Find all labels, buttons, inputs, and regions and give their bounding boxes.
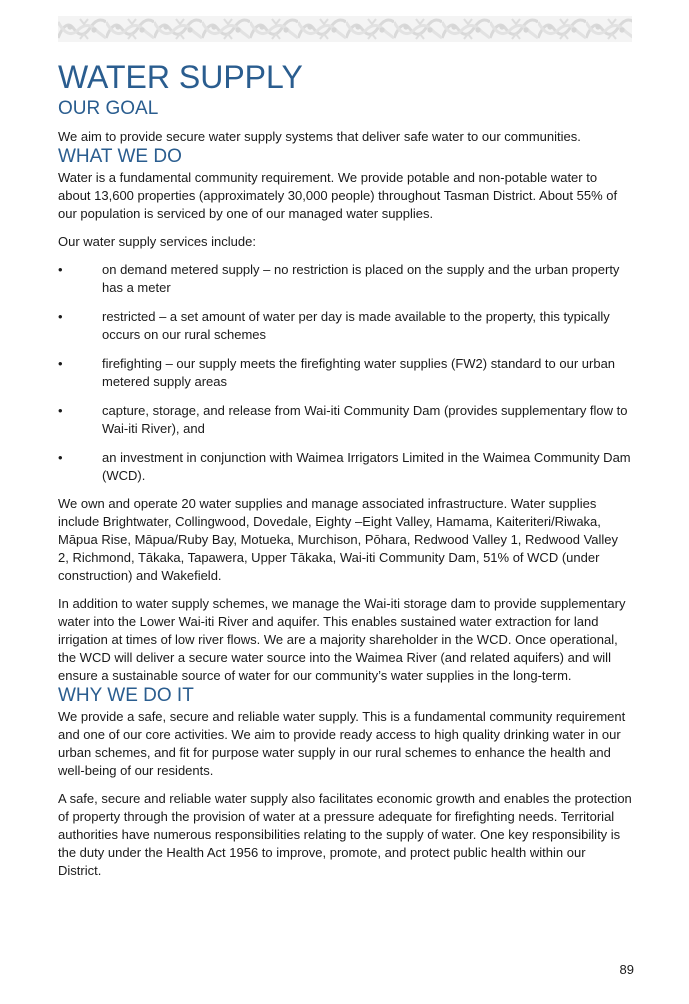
- list-item: [58, 261, 632, 297]
- pattern-banner-graphic: [58, 16, 632, 42]
- page-title: WATER SUPPLY: [58, 59, 303, 95]
- why-paragraph-1: We provide a safe, secure and reliable water supply. This is a fundamental community requirement and one of our core activities. We aim to provide ready access to high quality drinking water in our urban schemes, and fit for purpose water supply in our rural schemes to enhance the health and well-being of our residents.: [58, 709, 626, 778]
- what-we-do-intro-paragraph: Water is a fundamental community requirement. We provide potable and non-potable water to about 13,600 properties (approximately 30,000 people) throughout Tasman District. About 55% of our population is serviced by one of our managed water supplies.: [58, 170, 618, 221]
- section-heading-what-we-do: WHAT WE DO: [58, 146, 182, 167]
- list-item: [58, 308, 632, 344]
- document-body: [58, 58, 632, 880]
- list-item: [58, 449, 632, 485]
- bullet-icon: •: [58, 309, 63, 324]
- wai-iti-dam-paragraph: In addition to water supply schemes, we manage the Wai-iti storage dam to provide supplementary water into the Lower Wai-iti River and aquifer. This enables sustained water extraction for land irrigation at times of low river flows. We are a majority shareholder in the WCD. Once operational, the WCD will deliver a secure water source into the Waimea River (and related aquifers) and will ensure a sustainable source of water for our community’s water supplies in the long-term.: [58, 596, 626, 683]
- goal-paragraph: We aim to provide secure water supply systems that deliver safe water to our communities.: [58, 129, 581, 144]
- bullet-icon: •: [58, 262, 63, 277]
- bullet-icon: •: [58, 450, 63, 465]
- bullet-icon: •: [58, 403, 63, 418]
- list-item-text: capture, storage, and release from Wai-iti Community Dam (provides supplementary flow to Wai-iti River), and: [102, 403, 628, 436]
- section-heading-our-goal: OUR GOAL: [58, 98, 159, 119]
- list-item-text: firefighting – our supply meets the firefighting water supplies (FW2) standard to our urban metered supply areas: [102, 356, 616, 389]
- decorative-pattern-banner: [58, 16, 632, 42]
- services-bullet-list: [58, 261, 632, 485]
- list-item-text: on demand metered supply – no restriction is placed on the supply and the urban property has a meter: [102, 262, 620, 295]
- section-heading-why-we-do-it: WHY WE DO IT: [58, 685, 194, 706]
- list-item-text: an investment in conjunction with Waimea Irrigators Limited in the Waimea Community Dam (WCD).: [102, 450, 631, 483]
- page-number: 89: [619, 962, 634, 977]
- services-intro-paragraph: Our water supply services include:: [58, 234, 256, 249]
- why-paragraph-2: A safe, secure and reliable water supply also facilitates economic growth and enables the protection of property through the provision of water at a pressure adequate for firefighting needs. Territorial authorities have numerous responsibilities relating to the supply of water. One key responsibility is the duty under the Health Act 1956 to improve, promote, and protect public health within our District.: [58, 791, 632, 878]
- bullet-icon: •: [58, 356, 63, 371]
- list-item: [58, 355, 632, 391]
- own-operate-paragraph: We own and operate 20 water supplies and manage associated infrastructure. Water supplies include Brightwater, Collingwood, Dovedale, Eighty –Eight Valley, Hamama, Kaiteriteri/Riwaka, Māpua Rise, Māpua/Ruby Bay, Motueka, Murchison, Pōhara, Redwood Valley 1, Redwood Valley 2, Richmond, Tākaka, Tapawera, Upper Tākaka, Wai-iti Community Dam, 51% of WCD (under construction) and Wakefield.: [58, 496, 619, 583]
- list-item-text: restricted – a set amount of water per day is made available to the property, this typically occurs on our rural schemes: [102, 309, 610, 342]
- list-item: [58, 402, 632, 438]
